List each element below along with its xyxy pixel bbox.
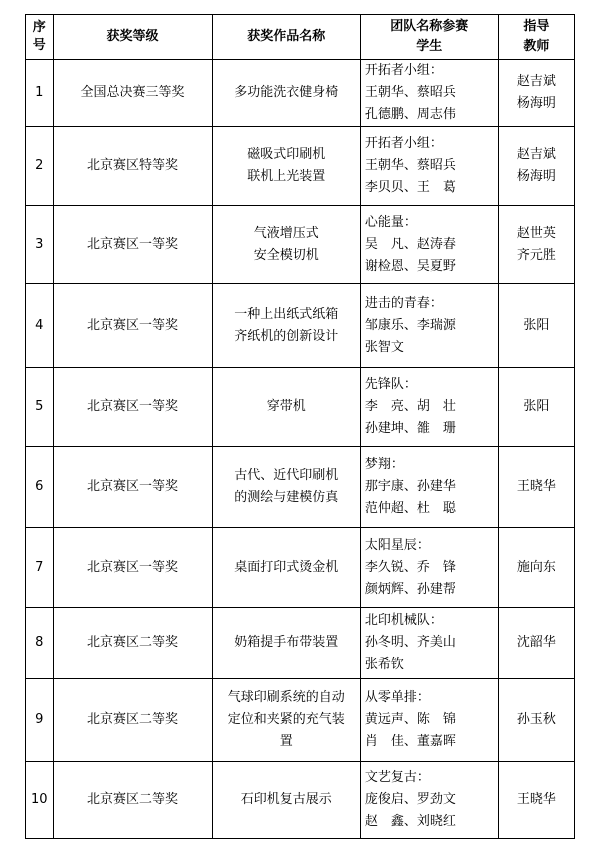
row-index: 1	[35, 85, 44, 100]
row-index-cell	[26, 608, 54, 679]
row-index-cell	[26, 368, 54, 447]
team-members-line: 孙建坤、雒 珊	[364, 421, 456, 436]
award-level: 北京赛区二等奖	[87, 635, 179, 650]
teacher-cell	[498, 206, 574, 284]
teacher-name: 赵吉斌	[516, 74, 556, 89]
header-level	[53, 15, 212, 60]
team-members-line: 张智文	[364, 339, 404, 355]
teacher-name: 沈韶华	[516, 635, 556, 650]
team-name: 先锋队：	[364, 377, 417, 392]
work-name-cell	[212, 762, 360, 839]
work-name-line: 的测绘与建模仿真	[234, 490, 339, 505]
teacher-name: 孙玉秋	[516, 712, 556, 727]
row-index-cell	[26, 679, 54, 762]
team-cell	[360, 60, 498, 127]
row-index-cell	[26, 127, 54, 206]
award-level-cell	[53, 368, 212, 447]
row-index: 2	[35, 158, 44, 173]
team-name: 北印机械队：	[364, 613, 443, 628]
teacher-cell	[498, 528, 574, 608]
team-members-line: 赵 鑫、刘晓红	[364, 814, 456, 829]
work-name-line: 气球印刷系统的自动	[227, 690, 345, 705]
award-level-cell	[53, 528, 212, 608]
work-name-line: 奶箱提手布带装置	[234, 635, 339, 650]
work-name-line: 桌面打印式烫金机	[234, 559, 339, 575]
row-index-cell	[26, 528, 54, 608]
team-members-line: 李 亮、胡 壮	[364, 399, 456, 414]
row-index-cell	[26, 60, 54, 127]
award-level: 北京赛区二等奖	[87, 792, 179, 807]
team-cell	[360, 284, 498, 368]
table-row	[26, 679, 575, 762]
team-members-line: 吴 凡、赵涛春	[364, 236, 456, 252]
table-row	[26, 447, 575, 528]
header-teacher-text: 指导教师	[523, 19, 550, 54]
teacher-name: 王晓华	[516, 792, 556, 807]
team-name: 进击的青春：	[364, 295, 443, 311]
header-team	[360, 15, 498, 60]
teacher-name: 杨海明	[516, 96, 556, 111]
team-cell	[360, 528, 498, 608]
header-row	[26, 15, 575, 60]
work-name-line: 多功能洗衣健身椅	[234, 85, 339, 100]
work-name-line: 置	[279, 734, 293, 749]
table-row	[26, 284, 575, 368]
team-cell	[360, 447, 498, 528]
teacher-cell	[498, 60, 574, 127]
team-cell	[360, 206, 498, 284]
teacher-name: 施向东	[516, 559, 556, 575]
team-name: 梦翔：	[364, 457, 404, 472]
row-index: 6	[35, 479, 44, 494]
header-work-text: 获奖作品名称	[247, 29, 326, 44]
header-index	[26, 15, 54, 60]
team-cell	[360, 127, 498, 206]
teacher-name: 赵世英	[516, 225, 556, 241]
row-index-cell	[26, 284, 54, 368]
award-level-cell	[53, 447, 212, 528]
team-members-line: 李贝贝、王 葛	[364, 180, 456, 195]
work-name-line: 定位和夹紧的充气装	[227, 712, 345, 727]
work-name-line: 安全模切机	[253, 247, 319, 263]
team-name: 太阳星辰：	[364, 537, 430, 553]
work-name-cell	[212, 206, 360, 284]
award-level: 北京赛区一等奖	[87, 479, 179, 494]
team-members-line: 孙冬明、齐美山	[364, 635, 456, 650]
awards-table-wrapper	[25, 14, 575, 839]
row-index: 3	[35, 236, 44, 252]
team-cell	[360, 679, 498, 762]
teacher-cell	[498, 447, 574, 528]
row-index-cell	[26, 447, 54, 528]
work-name-line: 穿带机	[266, 399, 306, 414]
award-level-cell	[53, 60, 212, 127]
work-name-cell	[212, 368, 360, 447]
teacher-cell	[498, 608, 574, 679]
award-level-cell	[53, 284, 212, 368]
table-row	[26, 368, 575, 447]
header-teacher	[498, 15, 574, 60]
award-level-cell	[53, 608, 212, 679]
team-members-line: 张希钦	[364, 657, 404, 672]
work-name-line: 一种上出纸式纸箱	[234, 306, 339, 322]
teacher-name: 齐元胜	[516, 247, 556, 263]
team-members-line: 李久锐、乔 锋	[364, 559, 456, 575]
table-row	[26, 608, 575, 679]
team-name: 开拓者小组：	[364, 136, 443, 151]
award-level: 北京赛区一等奖	[87, 559, 179, 575]
header-index-text: 序号	[32, 20, 46, 53]
awards-table	[25, 14, 575, 839]
team-members-line: 黄远声、陈 锦	[364, 712, 456, 727]
award-level: 北京赛区一等奖	[87, 399, 179, 414]
work-name-cell	[212, 608, 360, 679]
award-level: 北京赛区特等奖	[87, 158, 179, 173]
teacher-cell	[498, 679, 574, 762]
table-row	[26, 60, 575, 127]
teacher-cell	[498, 284, 574, 368]
work-name-line: 磁吸式印刷机	[247, 147, 326, 162]
team-name: 文艺复古：	[364, 770, 430, 785]
row-index: 10	[31, 792, 48, 807]
work-name-cell	[212, 679, 360, 762]
team-cell	[360, 608, 498, 679]
award-level-cell	[53, 762, 212, 839]
work-name-cell	[212, 528, 360, 608]
teacher-name: 杨海明	[516, 169, 556, 184]
award-level: 北京赛区一等奖	[87, 317, 179, 333]
team-cell	[360, 368, 498, 447]
award-level-cell	[53, 127, 212, 206]
team-members-line: 颜炳辉、孙建帮	[364, 581, 456, 597]
team-members-line: 王朝华、蔡昭兵	[364, 158, 456, 173]
team-members-line: 肖 佳、董嘉晖	[364, 734, 456, 749]
award-level: 北京赛区一等奖	[87, 236, 179, 252]
team-members-line: 那宇康、孙建华	[364, 479, 456, 494]
work-name-line: 齐纸机的创新设计	[234, 328, 339, 344]
team-members-line: 庞俊启、罗劲文	[364, 792, 456, 807]
work-name-line: 古代、近代印刷机	[234, 468, 339, 483]
award-level-cell	[53, 206, 212, 284]
header-team-text: 团队名称参赛学生	[390, 19, 469, 54]
team-cell	[360, 762, 498, 839]
table-row	[26, 762, 575, 839]
teacher-name: 王晓华	[516, 479, 556, 494]
row-index: 4	[35, 317, 44, 333]
table-row	[26, 528, 575, 608]
award-level-cell	[53, 679, 212, 762]
teacher-name: 张阳	[523, 399, 550, 414]
work-name-cell	[212, 284, 360, 368]
team-members-line: 谢检恩、吴夏野	[364, 258, 456, 274]
row-index: 9	[35, 712, 44, 727]
work-name-line: 石印机复古展示	[240, 792, 332, 807]
work-name-cell	[212, 60, 360, 127]
team-members-line: 邹康乐、李瑞源	[364, 317, 456, 333]
work-name-cell	[212, 447, 360, 528]
teacher-cell	[498, 762, 574, 839]
row-index-cell	[26, 206, 54, 284]
work-name-line: 联机上光装置	[247, 169, 326, 184]
award-level: 北京赛区二等奖	[87, 712, 179, 727]
award-level: 全国总决赛三等奖	[80, 85, 185, 100]
teacher-name: 赵吉斌	[516, 147, 556, 162]
table-row	[26, 127, 575, 206]
team-members-line: 范仲超、杜 聪	[364, 501, 456, 516]
table-row	[26, 206, 575, 284]
header-level-text: 获奖等级	[106, 29, 159, 44]
team-name: 心能量：	[364, 214, 417, 230]
teacher-cell	[498, 127, 574, 206]
teacher-name: 张阳	[523, 317, 550, 333]
teacher-cell	[498, 368, 574, 447]
team-members-line: 孔德鹏、周志伟	[364, 107, 456, 122]
work-name-cell	[212, 127, 360, 206]
row-index: 7	[35, 559, 44, 575]
team-name: 从零单排：	[364, 690, 430, 705]
team-name: 开拓者小组：	[364, 63, 443, 78]
row-index: 8	[35, 635, 44, 650]
row-index: 5	[35, 399, 44, 414]
header-work	[212, 15, 360, 60]
row-index-cell	[26, 762, 54, 839]
team-members-line: 王朝华、蔡昭兵	[364, 85, 456, 100]
work-name-line: 气液增压式	[253, 225, 319, 241]
